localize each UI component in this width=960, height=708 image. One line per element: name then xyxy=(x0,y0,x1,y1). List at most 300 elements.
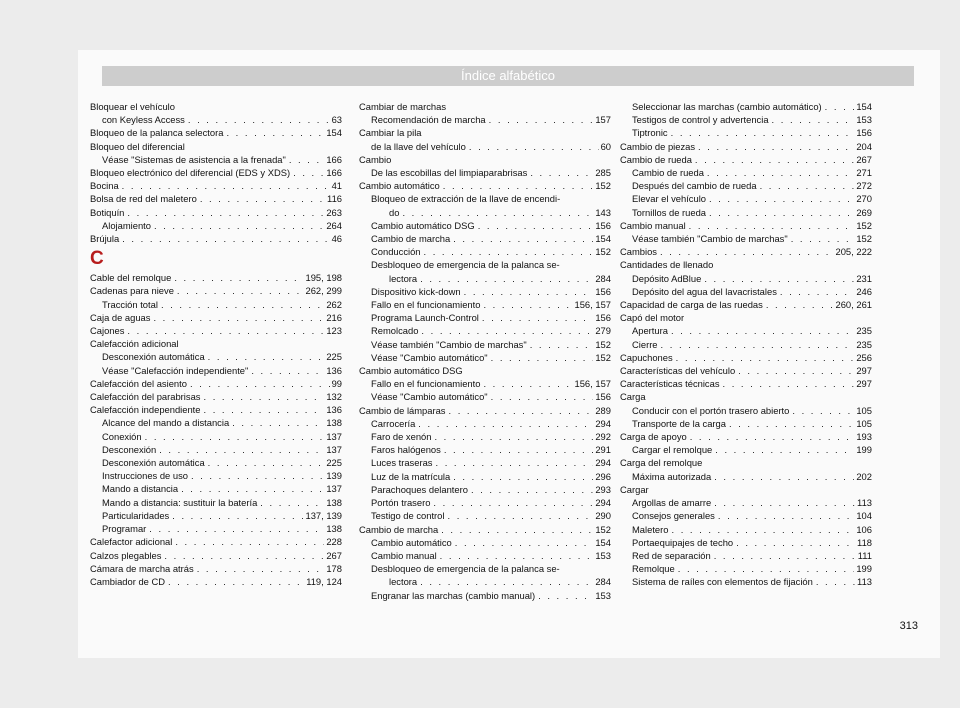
entry-term: Alojamiento xyxy=(102,219,151,231)
entry-pages: 136 xyxy=(326,404,342,416)
entry-term: Características técnicas xyxy=(620,378,720,390)
entry-term: Cable del remolque xyxy=(90,272,172,284)
index-heading: Cargar xyxy=(620,483,649,495)
index-entry xyxy=(620,126,872,139)
entry-term: lectora xyxy=(389,272,418,284)
dot-leader xyxy=(698,140,854,153)
entry-term: Conducir con el portón trasero abierto xyxy=(632,404,790,416)
index-entry xyxy=(359,549,611,562)
entry-term: Cambio de marcha xyxy=(371,233,451,245)
index-entry xyxy=(620,113,872,126)
index-entry xyxy=(90,496,342,509)
entry-term: con Keyless Access xyxy=(102,114,185,126)
entry-pages: 228 xyxy=(326,536,342,548)
entry-pages: 156 xyxy=(595,285,611,297)
index-entry xyxy=(90,271,342,284)
index-entry xyxy=(90,206,342,219)
dot-leader xyxy=(200,192,325,205)
dot-leader xyxy=(145,430,325,443)
dot-leader xyxy=(718,509,854,522)
index-entry xyxy=(620,523,872,536)
index-entry xyxy=(359,377,611,390)
index-heading: Calefacción adicional xyxy=(90,338,179,350)
entry-pages: 256 xyxy=(856,351,872,363)
index-entry xyxy=(359,285,611,298)
entry-pages: 132 xyxy=(326,391,342,403)
entry-term: Faro de xenón xyxy=(371,431,432,443)
entry-pages: 284 xyxy=(595,576,611,588)
index-entry xyxy=(620,245,872,258)
dot-leader xyxy=(471,483,593,496)
entry-term: Luz de la matrícula xyxy=(371,470,451,482)
index-entry xyxy=(90,403,342,416)
entry-term: Cambio de rueda xyxy=(632,167,704,179)
index-entry xyxy=(359,351,611,364)
entry-term: Tracción total xyxy=(102,298,158,310)
index-entry xyxy=(90,443,342,456)
dot-leader xyxy=(660,245,834,258)
entry-pages: 235 xyxy=(856,325,872,337)
entry-pages: 292 xyxy=(595,431,611,443)
dot-leader xyxy=(164,549,324,562)
dot-leader xyxy=(204,403,325,416)
index-entry xyxy=(359,496,611,509)
index-entry xyxy=(90,284,342,297)
entry-pages: 60 xyxy=(600,140,611,152)
entry-term: Cambio manual xyxy=(371,549,437,561)
entry-pages: 137 xyxy=(326,443,342,455)
entry-term: Mando a distancia xyxy=(102,483,179,495)
dot-leader xyxy=(421,324,593,337)
entry-term: Después del cambio de rueda xyxy=(632,180,757,192)
dot-leader xyxy=(197,562,325,575)
index-entry xyxy=(620,470,872,483)
dot-leader xyxy=(420,575,593,588)
dot-leader xyxy=(441,523,593,536)
dot-leader xyxy=(689,219,855,232)
entry-term: Bolsa de red del maletero xyxy=(90,193,197,205)
entry-pages: 270 xyxy=(856,193,872,205)
index-entry xyxy=(359,509,611,522)
page-header xyxy=(102,66,914,86)
index-entry-text: Desbloqueo de emergencia de la palanca se- xyxy=(371,563,560,575)
dot-leader xyxy=(772,113,855,126)
dot-leader xyxy=(203,390,324,403)
dot-leader xyxy=(188,113,330,126)
entry-term: Véase "Calefacción independiente" xyxy=(102,364,249,376)
dot-leader xyxy=(449,404,594,417)
index-entry xyxy=(90,416,342,429)
entry-term: Caja de aguas xyxy=(90,311,151,323)
entry-pages: 166 xyxy=(326,153,342,165)
entry-pages: 293 xyxy=(595,483,611,495)
entry-pages: 104 xyxy=(856,510,872,522)
entry-pages: 143 xyxy=(595,206,611,218)
index-entry xyxy=(620,338,872,351)
index-entry xyxy=(620,364,872,377)
entry-term: Desconexión automática xyxy=(102,351,205,363)
index-entry xyxy=(359,179,611,192)
entry-term: Tornillos de rueda xyxy=(632,206,707,218)
entry-term: Remolcado xyxy=(371,325,419,337)
dot-leader xyxy=(489,113,594,126)
entry-term: Calefacción del asiento xyxy=(90,377,187,389)
entry-term: Sistema de raíles con elementos de fijación xyxy=(632,576,813,588)
entry-term: Elevar el vehículo xyxy=(632,193,706,205)
index-column-2 xyxy=(359,100,611,602)
entry-pages: 137 xyxy=(326,483,342,495)
entry-pages: 235 xyxy=(856,338,872,350)
index-entry xyxy=(620,192,872,205)
index-entry xyxy=(90,562,342,575)
entry-term: Instrucciones de uso xyxy=(102,470,188,482)
dot-leader xyxy=(127,324,324,337)
dot-leader xyxy=(453,232,593,245)
entry-pages: 294 xyxy=(595,457,611,469)
index-heading: Cambiar la pila xyxy=(359,127,422,139)
entry-pages: 199 xyxy=(856,563,872,575)
dot-leader xyxy=(671,126,855,139)
dot-leader xyxy=(661,338,855,351)
index-entry xyxy=(90,113,342,126)
entry-term: Recomendación de marcha xyxy=(371,114,486,126)
dot-leader xyxy=(676,351,855,364)
entry-pages: 118 xyxy=(857,536,872,548)
dot-leader xyxy=(181,482,324,495)
entry-term: Calzos plegables xyxy=(90,549,162,561)
entry-term: Dispositivo kick-down xyxy=(371,285,461,297)
entry-term: Remolque xyxy=(632,563,675,575)
entry-term: Alcance del mando a distancia xyxy=(102,417,230,429)
entry-pages: 199 xyxy=(856,444,872,456)
entry-term: Maletero xyxy=(632,523,669,535)
index-entry xyxy=(90,390,342,403)
index-entry xyxy=(359,272,611,285)
index-entry xyxy=(620,562,872,575)
dot-leader xyxy=(482,311,593,324)
dot-leader xyxy=(232,416,324,429)
entry-term: Cámara de marcha atrás xyxy=(90,562,194,574)
index-heading: Carga xyxy=(620,391,646,403)
entry-pages: 262, 299 xyxy=(305,285,342,297)
dot-leader xyxy=(469,140,599,153)
entry-pages: 156, 157 xyxy=(574,378,611,390)
index-entry xyxy=(620,443,872,456)
entry-term: Luces traseras xyxy=(371,457,433,469)
entry-pages: 152 xyxy=(595,246,611,258)
dot-leader xyxy=(177,284,304,297)
entry-term: Parachoques delantero xyxy=(371,483,468,495)
dot-leader xyxy=(424,245,594,258)
dot-leader xyxy=(444,443,594,456)
entry-term: Capuchones xyxy=(620,351,673,363)
entry-pages: 216 xyxy=(326,311,342,323)
entry-pages: 246 xyxy=(856,285,872,297)
dot-leader xyxy=(159,443,324,456)
index-entry xyxy=(359,443,611,456)
index-entry xyxy=(90,535,342,548)
dot-leader xyxy=(483,298,572,311)
entry-pages: 41 xyxy=(331,180,342,192)
dot-leader xyxy=(154,219,324,232)
index-entry xyxy=(359,470,611,483)
index-entry xyxy=(620,404,872,417)
dot-leader xyxy=(709,192,854,205)
index-heading: Bloqueo del diferencial xyxy=(90,140,185,152)
dot-leader xyxy=(168,575,304,588)
index-entry xyxy=(359,456,611,469)
index-entry xyxy=(620,430,872,443)
entry-term: Portaequipajes de techo xyxy=(632,536,734,548)
entry-term: Cambio automático xyxy=(359,180,440,192)
entry-pages: 297 xyxy=(856,365,872,377)
entry-pages: 294 xyxy=(595,417,611,429)
index-entry xyxy=(90,311,342,324)
entry-term: Capacidad de carga de las ruedas xyxy=(620,299,763,311)
index-entry xyxy=(359,483,611,496)
entry-term: Conexión xyxy=(102,430,142,442)
header-title: Índice alfabético xyxy=(461,68,555,83)
dot-leader xyxy=(791,232,855,245)
entry-pages: 156 xyxy=(595,219,611,231)
dot-leader xyxy=(122,232,329,245)
entry-pages: 153 xyxy=(856,114,872,126)
entry-term: Cambio de lámparas xyxy=(359,404,446,416)
dot-leader xyxy=(538,589,593,602)
entry-pages: 105 xyxy=(856,404,872,416)
entry-pages: 154 xyxy=(595,233,611,245)
entry-term: Calefactor adicional xyxy=(90,536,173,548)
dot-leader xyxy=(723,377,855,390)
entry-pages: 290 xyxy=(595,510,611,522)
index-entry xyxy=(620,509,872,522)
index-entry xyxy=(359,404,611,417)
entry-term: Véase "Cambio automático" xyxy=(371,391,488,403)
dot-leader xyxy=(455,536,594,549)
index-heading: Bloquear el vehículo xyxy=(90,101,175,112)
entry-term: Véase también "Cambio de marchas" xyxy=(371,338,527,350)
dot-leader xyxy=(251,364,324,377)
entry-term: Cambio de marcha xyxy=(359,523,439,535)
entry-pages: 111 xyxy=(857,549,872,561)
dot-leader xyxy=(825,100,855,113)
index-entry xyxy=(90,232,342,245)
index-entry xyxy=(620,100,872,113)
index-entry xyxy=(620,272,872,285)
index-entry xyxy=(620,166,872,179)
dot-leader xyxy=(780,285,854,298)
index-entry xyxy=(90,126,342,139)
index-entry xyxy=(359,140,611,153)
entry-term: Bloqueo electrónico del diferencial (EDS y XDS) xyxy=(90,167,291,179)
dot-leader xyxy=(464,285,594,298)
entry-term: Cargar el remolque xyxy=(632,444,713,456)
entry-term: Apertura xyxy=(632,325,668,337)
index-entry xyxy=(90,166,342,179)
entry-term: Véase "Cambio automático" xyxy=(371,351,488,363)
entry-term: Desconexión xyxy=(102,443,157,455)
entry-term: Engranar las marchas (cambio manual) xyxy=(371,589,536,601)
index-entry xyxy=(90,298,342,311)
index-entry xyxy=(620,232,872,245)
dot-leader xyxy=(690,430,855,443)
index-page xyxy=(78,50,940,658)
entry-pages: 113 xyxy=(857,497,872,509)
entry-pages: 137 xyxy=(326,430,342,442)
entry-pages: 260, 261 xyxy=(835,299,872,311)
index-column-3 xyxy=(620,100,872,589)
entry-term: Máxima autorizada xyxy=(632,470,712,482)
entry-term: Botiquín xyxy=(90,206,125,218)
index-entry xyxy=(359,390,611,403)
entry-pages: 284 xyxy=(595,272,611,284)
dot-leader xyxy=(678,562,855,575)
entry-pages: 154 xyxy=(856,101,872,112)
entry-term: Programa Launch-Control xyxy=(371,312,479,324)
entry-pages: 113 xyxy=(857,576,872,588)
index-entry xyxy=(620,298,872,311)
entry-term: Cajones xyxy=(90,325,125,337)
index-entry xyxy=(90,377,342,390)
entry-pages: 296 xyxy=(595,470,611,482)
dot-leader xyxy=(260,496,324,509)
index-entry xyxy=(90,575,342,588)
index-entry xyxy=(359,338,611,351)
entry-pages: 289 xyxy=(595,404,611,416)
entry-term: Cambio manual xyxy=(620,219,686,231)
entry-term: Cambios xyxy=(620,246,657,258)
index-entry xyxy=(620,496,872,509)
index-entry xyxy=(620,324,872,337)
entry-pages: 166 xyxy=(326,167,342,179)
entry-pages: 63 xyxy=(331,114,342,126)
dot-leader xyxy=(816,575,855,588)
entry-pages: 205, 222 xyxy=(835,246,872,258)
index-entry xyxy=(90,430,342,443)
index-column-1 xyxy=(90,100,342,588)
entry-term: Consejos generales xyxy=(632,510,715,522)
entry-pages: 156 xyxy=(595,312,611,324)
index-entry xyxy=(90,219,342,232)
dot-leader xyxy=(792,404,854,417)
entry-term: Tiptronic xyxy=(632,127,668,139)
entry-pages: 46 xyxy=(331,233,342,245)
entry-pages: 157 xyxy=(595,114,611,126)
dot-leader xyxy=(161,298,324,311)
entry-term: Véase también "Cambio de marchas" xyxy=(632,233,788,245)
index-entry xyxy=(620,179,872,192)
entry-term: Red de separación xyxy=(632,549,711,561)
entry-pages: 154 xyxy=(326,127,342,139)
index-letter-heading: C xyxy=(90,248,104,270)
dot-leader xyxy=(440,549,594,562)
entry-term: Carga de apoyo xyxy=(620,431,687,443)
index-entry-text: Bloqueo de extracción de la llave de encendi- xyxy=(371,193,561,205)
dot-leader xyxy=(483,377,572,390)
index-heading: Cambio automático DSG xyxy=(359,365,463,377)
dot-leader xyxy=(172,509,303,522)
entry-pages: 156 xyxy=(856,127,872,139)
index-heading: Cambio xyxy=(359,153,392,165)
index-entry xyxy=(359,206,611,219)
index-entry xyxy=(359,298,611,311)
entry-term: Seleccionar las marchas (cambio automático) xyxy=(632,101,822,112)
entry-term: Argollas de amarre xyxy=(632,497,712,509)
index-entry xyxy=(620,351,872,364)
dot-leader xyxy=(436,456,594,469)
dot-leader xyxy=(714,496,855,509)
entry-pages: 193 xyxy=(856,431,872,443)
index-entry xyxy=(620,285,872,298)
entry-term: Testigo de control xyxy=(371,510,445,522)
dot-leader xyxy=(447,509,593,522)
entry-pages: 136 xyxy=(326,364,342,376)
entry-pages: 99 xyxy=(331,377,342,389)
dot-leader xyxy=(402,206,593,219)
dot-leader xyxy=(736,536,855,549)
entry-term: Depósito AdBlue xyxy=(632,272,702,284)
index-entry xyxy=(359,575,611,588)
dot-leader xyxy=(149,522,324,535)
entry-term: Véase "Sistemas de asistencia a la frenada" xyxy=(102,153,286,165)
index-heading: Cambiar de marchas xyxy=(359,101,447,112)
entry-term: Fallo en el funcionamiento xyxy=(371,378,481,390)
entry-pages: 262 xyxy=(326,298,342,310)
entry-pages: 291 xyxy=(595,444,611,456)
entry-term: Conducción xyxy=(371,246,421,258)
dot-leader xyxy=(434,430,593,443)
dot-leader xyxy=(715,443,854,456)
entry-term: Bocina xyxy=(90,180,119,192)
entry-pages: 153 xyxy=(595,549,611,561)
entry-term: lectora xyxy=(389,576,418,588)
entry-term: De las escobillas del limpiaparabrisas xyxy=(371,167,528,179)
entry-pages: 225 xyxy=(326,351,342,363)
index-entry xyxy=(90,522,342,535)
dot-leader xyxy=(226,126,324,139)
dot-leader xyxy=(420,272,593,285)
dot-leader xyxy=(695,153,854,166)
entry-pages: 178 xyxy=(326,562,342,574)
entry-pages: 138 xyxy=(326,523,342,535)
entry-pages: 269 xyxy=(856,206,872,218)
index-entry xyxy=(359,430,611,443)
dot-leader xyxy=(289,153,325,166)
index-entry xyxy=(620,575,872,588)
dot-leader xyxy=(760,179,855,192)
index-entry xyxy=(620,153,872,166)
entry-pages: 297 xyxy=(856,378,872,390)
index-entry xyxy=(90,153,342,166)
index-entry xyxy=(90,324,342,337)
index-heading: Cantidades de llenado xyxy=(620,259,714,271)
dot-leader xyxy=(122,179,330,192)
dot-leader xyxy=(530,166,593,179)
entry-pages: 138 xyxy=(326,417,342,429)
index-entry xyxy=(620,549,872,562)
page-number: 313 xyxy=(899,620,918,632)
dot-leader xyxy=(208,456,325,469)
dot-leader xyxy=(190,377,330,390)
entry-term: do xyxy=(389,206,400,218)
entry-term: Carrocería xyxy=(371,417,416,429)
index-entry xyxy=(90,469,342,482)
index-entry xyxy=(359,417,611,430)
index-entry xyxy=(359,113,611,126)
index-entry-text: Desbloqueo de emergencia de la palanca se- xyxy=(371,259,560,271)
entry-pages: 285 xyxy=(595,167,611,179)
entry-pages: 225 xyxy=(326,457,342,469)
